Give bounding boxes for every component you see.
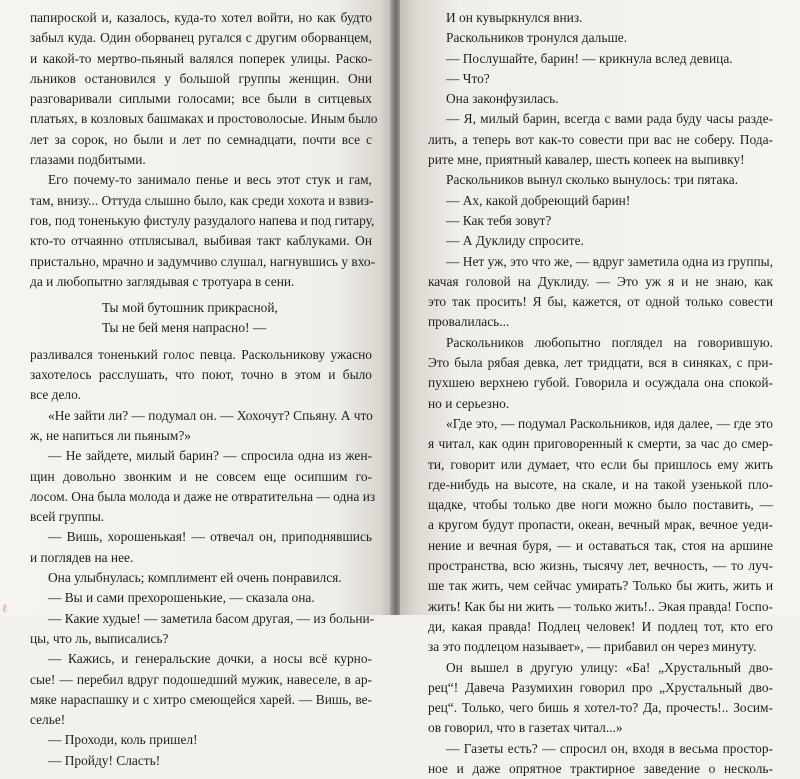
text-line: мяке нараспашку и с хитро смеющейся харей. — Вишь, ве- xyxy=(30,691,372,707)
text-line: сые! — перебил вдруг подошедший мужик, навеселе, в ар- xyxy=(30,671,372,687)
text-line: лет за сорок, но были и лет по семнадцати, почти все с xyxy=(30,131,372,147)
text-line: — Кажись, и генеральские дочки, а носы всё курно- xyxy=(48,651,372,667)
text-line: где-нибудь на высоте, на скале, и на такой узенькой пло- xyxy=(428,476,773,492)
text-line: — Пройду! Сласть! xyxy=(48,752,161,768)
text-line: — А Дуклиду спросите. xyxy=(446,233,584,249)
text-line: пристально, мрачно и задумчиво слушал, нагнувшись у вхо- xyxy=(30,253,376,269)
text-line: лосом. Она была молода и даже не отвратительна — одна из xyxy=(30,488,376,504)
text-line: рец“! Давеча Разумихин говорил про „Хрустальный дво- xyxy=(428,679,773,695)
text-line: — Газеты есть? — спросил он, входя в весьма простор- xyxy=(446,740,773,756)
text-line: — Как тебя зовут? xyxy=(446,212,552,228)
text-line: селье! xyxy=(30,712,66,728)
song-verse xyxy=(30,298,372,339)
text-line: Раскольников любопытно поглядел на говорившую. xyxy=(446,334,773,350)
text-line: Раскольников вынул сколько вынулось: три пятака. xyxy=(446,172,739,188)
text-line: — Послушайте, барин! — крикнула вслед девица. xyxy=(446,50,733,66)
text-line: Она законфузилась. xyxy=(446,91,559,107)
text-line: ше так жить, чем сейчас умирать? Только бы жить, жить и xyxy=(428,578,773,594)
text-line: провалилась... xyxy=(428,314,510,330)
text-line: — Нет уж, это что же, — вдруг заметила одна из группы, xyxy=(446,253,773,269)
text-line: щадке, чтобы только две ноги можно было поставить, — xyxy=(428,497,773,513)
text-line: пространства, всю жизнь, тысячу лет, вечность, — то луч- xyxy=(428,558,773,574)
text-line: — Что? xyxy=(446,70,490,86)
text-line: Его почему-то занимало пенье и весь этот стук и гам, xyxy=(48,172,372,188)
text-line: — Не зайдете, милый барин? — спросила одна из жен- xyxy=(48,448,372,464)
text-line: «Не зайти ли? — подумал он. — Хохочут? Спьяну. А что xyxy=(48,407,373,423)
verse-line: Ты не бей меня напрасно! — xyxy=(102,320,267,336)
text-line: рите мне, приятный кавалер, шесть копеек на выпивку! xyxy=(428,152,745,168)
text-line: папироской и, казалось, куда-то хотел войти, но как будто xyxy=(30,10,372,25)
text-line: — Проходи, коль пришел! xyxy=(48,732,198,748)
text-line: Это была рябая девка, лет тридцати, вся в синяках, с при- xyxy=(428,355,773,371)
text-line: за это подлецом называет», — прибавил он через минуту. xyxy=(428,639,757,655)
text-line: а кругом будут пропасти, океан, вечный мрак, вечное уеди- xyxy=(428,517,773,533)
text-line: И он кувыркнулся вниз. xyxy=(446,10,583,25)
text-line: рец“. Только, чего бишь я хотел-то? Да, прочесть!.. Зосим- xyxy=(428,700,773,716)
text-line: ов говорил, что в газетах читал...» xyxy=(428,720,623,736)
text-line: ти, говорит или думает, что если бы пришлось ему жить xyxy=(428,456,773,472)
text-line: всей группы. xyxy=(30,509,105,525)
text-line: — Ах, какой добреющий барин! xyxy=(446,192,631,208)
text-line: Он вышел в другую улицу: «Ба! „Хрустальный дво- xyxy=(446,659,773,675)
left-page xyxy=(0,0,392,768)
text-line: там, внизу... Оттуда слышно было, как среди хохота и взвиз- xyxy=(30,192,374,208)
text-line: качая головой на Дуклиду. — Это уж я и не знаю, как xyxy=(428,273,773,289)
text-line: я читал, как один приговоренный к смерти, за час до смер- xyxy=(428,436,773,452)
text-line: — Вы и сами прехорошенькие, — сказала она. xyxy=(48,590,315,606)
text-line: разливался тоненький голос певца. Раскольникову ужасно xyxy=(30,346,372,362)
text-line: ж, не напиться ли пьяным?» xyxy=(30,427,191,443)
text-line: и поглядев на нее. xyxy=(30,549,134,565)
right-page-text xyxy=(428,8,773,779)
text-line: — Я, милый барин, всегда с вами рада буду часы разде- xyxy=(446,111,773,127)
text-line: Раскольников тронулся дальше. xyxy=(446,30,628,46)
text-line: «Где это, — подумал Раскольников, идя далее, — где это xyxy=(446,415,773,431)
text-line: платьях, в козловых башмаках и простоволосые. Иным было xyxy=(30,111,378,127)
text-line: нение и вечная буря, — и оставаться так, стоя на аршине xyxy=(428,537,773,553)
text-line: ди, какая правда! Подлец человек! И подлец тот, кто его xyxy=(428,618,773,634)
text-line: — Какие худые! — заметила басом другая, — из больни- xyxy=(48,610,375,626)
text-line: разговаривали сиплыми голосами; все были в ситцевых xyxy=(30,91,372,107)
text-line: льников остановился у большой группы женщин. Они xyxy=(30,70,372,86)
text-line: жить! Как бы ни жить — только жить!.. Экая правда! Госпо- xyxy=(428,598,773,614)
verse-line: Ты мой бутошник прикрасной, xyxy=(102,300,278,316)
text-line: но и серьезно. xyxy=(428,395,510,411)
text-line: ное и даже опрятное трактирное заведение о несколь- xyxy=(428,760,773,776)
right-page xyxy=(400,0,800,776)
text-line: это так просить! Я бы, кажется, от одной только совести xyxy=(428,294,773,310)
left-page-text xyxy=(30,8,378,771)
text-line: глазами подбитыми. xyxy=(30,152,146,168)
text-line: захотелось расслушать, что поют, точно в этом и было xyxy=(30,367,372,383)
text-line: лить, а теперь вот как-то совести при вас не соберу. Пода- xyxy=(428,131,773,147)
page-edge-mark-icon: ℓ xyxy=(2,603,8,615)
text-line: цы, что ль, выписались? xyxy=(30,630,169,646)
text-line: Она улыбнулась; комплимент ей очень понравился. xyxy=(48,570,342,586)
text-line: пухшею верхнею губой. Говорила и осуждала она спокой- xyxy=(428,375,773,391)
text-line: гов, под тоненькую фистулу разудалого напева и под гитару, xyxy=(30,212,375,228)
text-line: кто-то отчаянно отплясывал, выбивая такт каблуками. Он xyxy=(30,233,372,249)
text-line: все дело. xyxy=(30,387,82,403)
text-line: щин довольно звонким и не совсем еще осипшим го- xyxy=(30,468,372,484)
text-line: — Вишь, хорошенькая! — отвечал он, приподнявшись xyxy=(48,529,372,545)
text-line: и какой-то мертво-пьяный валялся поперек улицы. Раско- xyxy=(30,50,372,66)
text-line: забыл куда. Один оборванец ругался с другим оборванцем, xyxy=(30,30,372,46)
text-line: да и любопытно заглядывая с тротуара в сени. xyxy=(30,273,295,289)
